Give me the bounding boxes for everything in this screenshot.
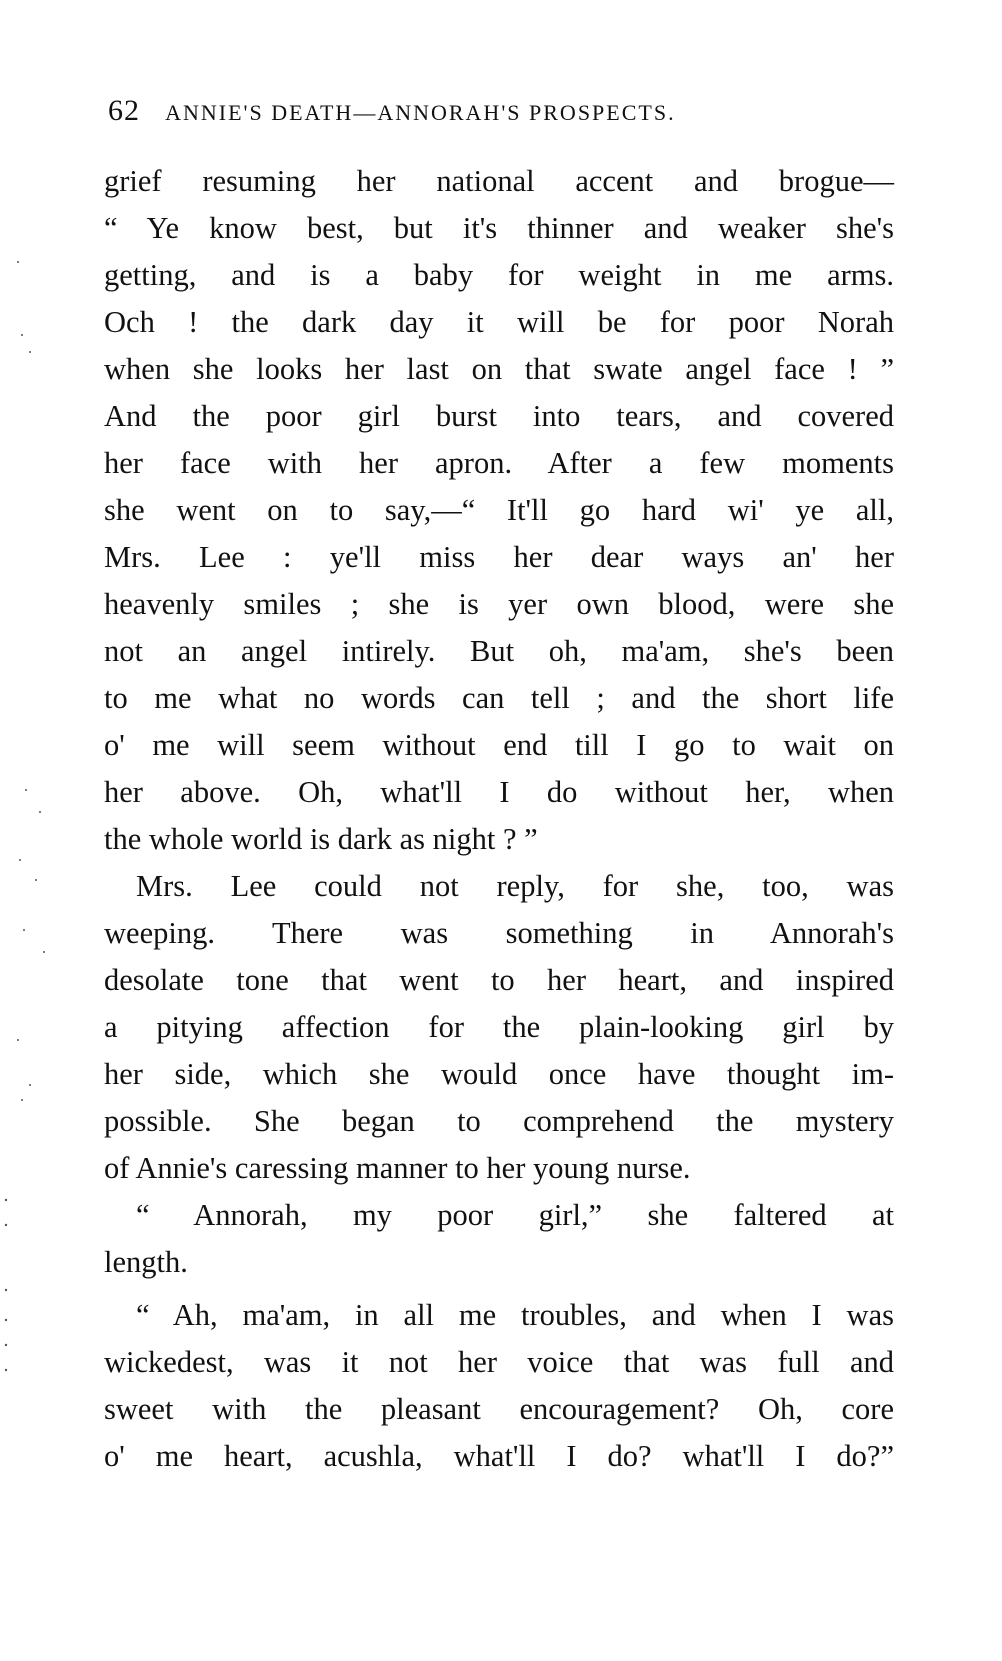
text-line: wickedest, was it not her voice that was full and: [104, 1345, 894, 1379]
text-line: the whole world is dark as night ? ”: [104, 822, 538, 856]
text-line: sweet with the pleasant encouragement? Oh, core: [104, 1392, 894, 1426]
body-text: [104, 158, 894, 1480]
text-line: “ Ah, ma'am, in all me troubles, and when I was: [136, 1298, 894, 1332]
text-line: she went on to say,—“ It'll go hard wi' ye all,: [104, 493, 894, 527]
page-number: 62: [108, 94, 140, 127]
text-line: Mrs. Lee could not reply, for she, too, was: [136, 869, 894, 903]
text-line: her side, which she would once have thought im-: [104, 1057, 894, 1091]
text-line: grief resuming her national accent and brogue—: [104, 164, 894, 198]
text-line: heavenly smiles ; she is yer own blood, were she: [104, 587, 894, 621]
text-line: to me what no words can tell ; and the short life: [104, 681, 894, 715]
text-line: not an angel intirely. But oh, ma'am, she's been: [104, 634, 894, 668]
text-line: o' me will seem without end till I go to wait on: [104, 728, 894, 762]
text-line: getting, and is a baby for weight in me arms.: [104, 258, 894, 292]
running-header: [108, 94, 888, 134]
text-line: And the poor girl burst into tears, and covered: [104, 399, 894, 433]
text-line: “ Ye know best, but it's thinner and weaker she's: [104, 211, 894, 245]
text-line: Och ! the dark day it will be for poor Norah: [104, 305, 894, 339]
text-line: a pitying affection for the plain-looking girl by: [104, 1010, 894, 1044]
text-line: her above. Oh, what'll I do without her, when: [104, 775, 894, 809]
text-line: “ Annorah, my poor girl,” she faltered at: [136, 1198, 894, 1232]
text-line: of Annie's caressing manner to her young nurse.: [104, 1151, 691, 1185]
text-line: when she looks her last on that swate angel face ! ”: [104, 352, 894, 386]
text-line: possible. She began to comprehend the mystery: [104, 1104, 894, 1138]
text-line: weeping. There was something in Annorah's: [104, 916, 894, 950]
text-line: Mrs. Lee : ye'll miss her dear ways an' her: [104, 540, 894, 574]
text-line: her face with her apron. After a few moments: [104, 446, 894, 480]
margin-specks: [0, 0, 60, 1661]
text-line: length.: [104, 1245, 188, 1279]
text-line: o' me heart, acushla, what'll I do? what'll I do?”: [104, 1439, 894, 1473]
running-title: ANNIE'S DEATH—ANNORAH'S PROSPECTS.: [165, 100, 676, 125]
text-line: desolate tone that went to her heart, and inspired: [104, 963, 894, 997]
